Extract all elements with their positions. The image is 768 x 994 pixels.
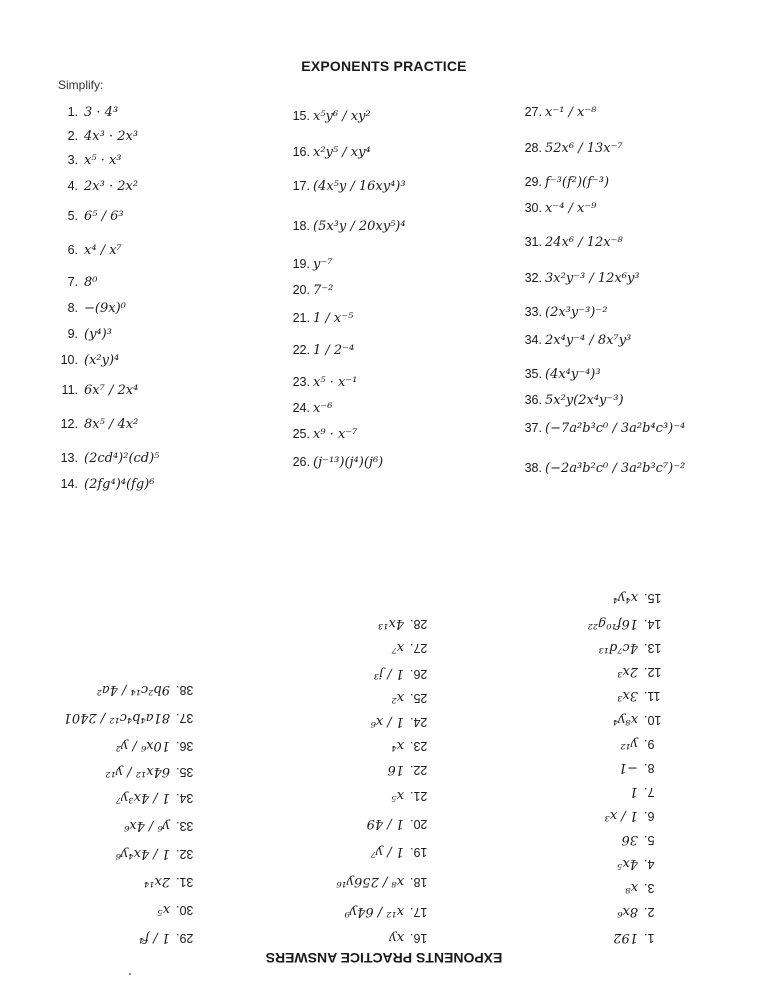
problem-item	[56, 382, 138, 399]
problem-expression: f⁻³(f²)(f⁻³)	[545, 175, 610, 190]
problem-number: 24.	[292, 401, 310, 415]
problem-expression: (4x⁴y⁻⁴)³	[545, 367, 601, 382]
problem-number: 30.	[176, 903, 194, 917]
problem-number: 18.	[292, 219, 310, 233]
problem-number: 5.	[644, 833, 655, 847]
problem-number: 23.	[410, 739, 428, 753]
problem-item	[621, 831, 666, 848]
problem-item	[371, 843, 432, 860]
problem-number: 14.	[644, 617, 662, 631]
problem-number: 35.	[524, 367, 542, 381]
problem-item	[605, 807, 666, 824]
problem-expression: 3x³	[617, 688, 638, 703]
problem-expression: x⁵	[391, 788, 404, 803]
problem-item	[520, 392, 624, 409]
problem-item	[387, 761, 432, 778]
problem-expression: 3x²y⁻³ / 12x⁶y³	[545, 271, 640, 286]
problem-number: 26.	[410, 667, 428, 681]
problem-item	[617, 663, 666, 680]
problem-number: 4.	[67, 179, 78, 193]
problem-number: 21.	[292, 311, 310, 325]
problem-expression: x⁻¹ / x⁻⁸	[545, 105, 597, 120]
problem-number: 26.	[292, 455, 310, 469]
problem-item	[97, 681, 198, 698]
problem-item	[116, 845, 198, 862]
problem-number: 7.	[67, 275, 78, 289]
problem-expression: 10x⁶ / y²	[115, 738, 170, 753]
problem-item	[288, 178, 406, 195]
problem-number: 9.	[644, 737, 655, 751]
problem-number: 11.	[644, 689, 661, 703]
instruction-label: Simplify:	[58, 78, 104, 92]
problem-item	[598, 639, 666, 656]
problem-number: 6.	[644, 809, 655, 823]
problem-item	[56, 274, 97, 291]
problem-number: 38.	[524, 461, 542, 475]
problem-item	[139, 929, 198, 946]
problem-item	[613, 711, 666, 728]
problem-item	[617, 903, 666, 920]
problem-number: 11.	[61, 383, 78, 397]
problem-expression: x⁴	[391, 738, 404, 753]
problem-item	[288, 256, 332, 273]
problem-number: 12.	[644, 665, 662, 679]
problem-item	[378, 615, 432, 632]
problem-number: 7.	[644, 785, 655, 799]
problem-item	[288, 282, 333, 299]
problem-item	[56, 152, 121, 169]
problem-number: 21.	[410, 789, 428, 803]
problem-expression: (x²y)⁴	[84, 353, 120, 368]
problem-expression: 2x⁴y⁻⁴ / 8x⁷y³	[545, 333, 632, 348]
problem-number: 34.	[524, 333, 542, 347]
problem-number: 31.	[176, 875, 194, 889]
problem-expression: x⁸ / 256y¹⁶	[336, 874, 404, 889]
problem-expression: 6x⁷ / 2x⁴	[84, 383, 139, 398]
problem-item	[288, 400, 332, 417]
problem-number: 32.	[176, 847, 194, 861]
problem-expression: (−2a³b²c⁰ / 3a²b³c⁷)⁻²	[545, 461, 686, 476]
problem-item	[617, 687, 666, 704]
problem-item	[367, 815, 432, 832]
problem-expression: 52x⁶ / 13x⁻⁷	[545, 141, 623, 156]
problem-expression: 1 / x⁶	[370, 714, 404, 729]
problem-item	[56, 476, 154, 493]
problem-item	[288, 342, 354, 359]
problem-number: 24.	[410, 715, 428, 729]
problem-number: 12.	[60, 417, 78, 431]
problem-item	[617, 855, 666, 872]
problem-expression: 4x¹³	[377, 616, 404, 631]
problem-item	[520, 174, 609, 191]
problem-number: 1.	[67, 105, 78, 119]
problem-item	[520, 332, 631, 349]
problem-expression: 1 / y⁷	[370, 844, 404, 859]
problem-item	[587, 615, 666, 632]
problem-number: 37.	[524, 421, 542, 435]
problem-item	[288, 310, 353, 327]
problem-expression: 16	[387, 762, 404, 777]
problem-expression: y¹²	[620, 736, 638, 751]
problem-expression: 4c⁷d¹³	[598, 640, 638, 655]
problem-item	[288, 144, 371, 161]
problem-item	[613, 929, 666, 946]
problem-item	[288, 218, 406, 235]
problem-number: 2.	[67, 129, 78, 143]
problem-item	[336, 873, 432, 890]
problem-number: 16.	[410, 931, 428, 945]
problem-item	[391, 639, 432, 656]
problem-expression: 64x¹² / y¹²	[105, 764, 170, 779]
problem-number: 9.	[67, 327, 78, 341]
problem-expression: 16f¹⁰g²²	[587, 616, 638, 631]
problem-expression: xy	[389, 930, 404, 945]
problem-expression: 4x⁵	[617, 856, 638, 871]
problem-item	[389, 929, 432, 946]
problem-item	[625, 879, 666, 896]
problem-item	[56, 242, 122, 259]
problem-expression: 8⁰	[84, 275, 98, 290]
problem-number: 13.	[644, 641, 662, 655]
problem-expression: 4x³ · 2x³	[84, 129, 139, 144]
problem-number: 38.	[176, 683, 194, 697]
problem-expression: (2x³y⁻³)⁻²	[545, 305, 608, 320]
problem-expression: (2fg⁴)⁴(fg)⁶	[84, 477, 155, 492]
problem-expression: x⁴ / x⁷	[84, 243, 122, 258]
problem-item	[56, 128, 138, 145]
problem-item	[613, 589, 666, 606]
problem-expression: −1	[618, 760, 638, 775]
problem-number: 34.	[176, 791, 194, 805]
problem-item	[520, 234, 623, 251]
problem-expression: (4x⁵y / 16xy⁴)³	[313, 179, 406, 194]
problem-number: 35.	[176, 765, 194, 779]
problem-expression: x⁷	[391, 640, 404, 655]
problem-item	[288, 108, 371, 125]
problem-number: 22.	[292, 343, 310, 357]
problem-item	[520, 200, 596, 217]
problem-number: 3.	[67, 153, 78, 167]
problem-expression: 7⁻²	[313, 283, 334, 298]
problem-expression: 1 / 4x³y⁷	[115, 790, 170, 805]
problem-expression: 1 / 4x⁴y⁶	[115, 846, 170, 861]
problem-item	[288, 374, 357, 391]
problem-expression: 8x⁵ / 4x²	[84, 417, 139, 432]
problem-number: 20.	[410, 817, 428, 831]
problem-item	[520, 420, 685, 437]
problem-expression: 1 / x⁻⁵	[313, 311, 354, 326]
problem-item	[56, 104, 118, 121]
problem-expression: 1 / j³	[373, 666, 404, 681]
problem-number: 23.	[292, 375, 310, 389]
problem-number: 30.	[524, 201, 542, 215]
problem-number: 27.	[410, 641, 428, 655]
problem-item	[56, 326, 112, 343]
problem-expression: x⁹ · x⁻⁷	[313, 427, 358, 442]
problem-item	[520, 366, 601, 383]
problem-expression: 1 / 49	[366, 816, 404, 831]
problem-expression: x⁸y⁴	[612, 712, 638, 727]
problem-item	[391, 787, 432, 804]
problem-number: 36.	[524, 393, 542, 407]
problem-number: 14.	[60, 477, 78, 491]
problem-number: 22.	[410, 763, 428, 777]
problem-number: 19.	[292, 257, 310, 271]
problem-expression: 2x¹⁴	[143, 874, 170, 889]
problem-number: 27.	[524, 105, 542, 119]
problem-number: 19.	[410, 845, 428, 859]
problem-item	[116, 789, 198, 806]
problem-expression: x⁵y⁶ / xy²	[313, 109, 371, 124]
problem-number: 2.	[644, 905, 655, 919]
problem-item	[520, 270, 640, 287]
problem-expression: −(9x)⁰	[84, 301, 126, 316]
problem-number: 17.	[292, 179, 310, 193]
problem-number: 29.	[524, 175, 542, 189]
problem-expression: 9b²c¹⁴ / 4a²	[96, 682, 170, 697]
problem-number: 36.	[176, 739, 194, 753]
problem-expression: 6⁵ / 6³	[84, 209, 124, 224]
problem-expression: x⁵ · x⁻¹	[313, 375, 358, 390]
problem-number: 25.	[410, 691, 428, 705]
problem-number: 28.	[524, 141, 542, 155]
problem-number: 33.	[176, 819, 194, 833]
problem-expression: 24x⁶ / 12x⁻⁸	[545, 235, 623, 250]
problem-item	[619, 759, 666, 776]
problem-expression: x²	[391, 690, 404, 705]
problem-item	[374, 665, 432, 682]
problem-number: 18.	[410, 875, 428, 889]
problem-item	[64, 709, 198, 726]
problem-item	[56, 416, 138, 433]
problem-expression: 81a⁴b⁴c¹² / 2401	[63, 710, 170, 725]
problem-number: 3.	[644, 881, 655, 895]
problem-item	[116, 737, 198, 754]
problem-item	[124, 817, 198, 834]
problem-number: 29.	[176, 931, 194, 945]
problem-expression: 5x²y(2x⁴y⁻³)	[545, 393, 624, 408]
problem-expression: 3 · 4³	[84, 105, 119, 120]
problem-number: 10.	[60, 353, 78, 367]
problem-expression: x⁻⁶	[313, 401, 333, 416]
problem-item	[520, 104, 596, 121]
problem-expression: x⁵ · x³	[84, 153, 122, 168]
problem-number: 13.	[60, 451, 78, 465]
problem-expression: (j⁻¹³)(j⁴)(j⁶)	[313, 455, 384, 470]
problem-item	[56, 178, 138, 195]
problem-number: 5.	[67, 209, 78, 223]
problem-item	[56, 300, 126, 317]
problem-number: 31.	[524, 235, 542, 249]
problem-item	[288, 454, 383, 471]
problem-item	[520, 304, 607, 321]
problem-item	[56, 352, 119, 369]
problem-item	[345, 903, 433, 920]
problem-item	[56, 450, 159, 467]
problem-item	[630, 783, 666, 800]
problem-item	[288, 426, 357, 443]
problem-number: 8.	[67, 301, 78, 315]
problem-expression: 8x⁶	[617, 904, 638, 919]
problem-item	[520, 460, 685, 477]
problem-number: 33.	[524, 305, 542, 319]
problem-expression: (5x³y / 20xy⁵)⁴	[313, 219, 406, 234]
problem-number: 1.	[644, 931, 655, 945]
problem-expression: x⁵	[157, 902, 170, 917]
problem-item	[620, 735, 666, 752]
problem-number: 15.	[292, 109, 310, 123]
problem-number: 28.	[410, 617, 428, 631]
problem-expression: y⁶ / 4x⁶	[123, 818, 170, 833]
problem-expression: 1	[629, 784, 638, 799]
scan-speck	[129, 973, 131, 975]
problem-number: 17.	[410, 905, 428, 919]
problem-item	[371, 713, 432, 730]
problem-item	[157, 901, 198, 918]
problem-number: 20.	[292, 283, 310, 297]
problem-number: 32.	[524, 271, 542, 285]
problem-expression: (−7a²b³c⁰ / 3a²b⁴c³)⁻⁴	[545, 421, 686, 436]
problem-expression: x²y⁵ / xy⁴	[313, 145, 371, 160]
worksheet-title: EXPONENTS PRACTICE	[301, 58, 467, 74]
problem-item	[144, 873, 198, 890]
problem-number: 15.	[644, 591, 662, 605]
problem-expression: (2cd⁴)²(cd)⁵	[84, 451, 160, 466]
problem-number: 8.	[644, 761, 655, 775]
problem-number: 6.	[67, 243, 78, 257]
problem-number: 10.	[644, 713, 662, 727]
problem-expression: 1 / x³	[604, 808, 638, 823]
answers-section-upside-down	[0, 548, 768, 966]
problem-expression: 192	[613, 930, 638, 945]
answers-title: EXPONENTS PRACTICE ANSWERS	[265, 950, 503, 966]
problem-number: 25.	[292, 427, 310, 441]
problem-item	[56, 208, 124, 225]
problem-expression: 2x³ · 2x²	[84, 179, 139, 194]
problem-number: 37.	[176, 711, 194, 725]
problem-expression: x¹² / 64y⁹	[344, 904, 404, 919]
problem-expression: x⁸	[625, 880, 638, 895]
problem-expression: y⁻⁷	[313, 257, 333, 272]
problem-expression: 2x³	[617, 664, 638, 679]
problem-item	[520, 140, 623, 157]
problem-number: 4.	[644, 857, 655, 871]
problem-number: 16.	[292, 145, 310, 159]
problem-expression: x⁻⁴ / x⁻⁹	[545, 201, 597, 216]
problem-item	[391, 737, 432, 754]
problem-expression: 36	[621, 832, 638, 847]
problem-expression: (y⁴)³	[84, 327, 112, 342]
problem-expression: 1 / f⁴	[139, 930, 170, 945]
problem-item	[391, 689, 432, 706]
problem-item	[105, 763, 198, 780]
problem-expression: x⁴y⁴	[612, 590, 638, 605]
problem-expression: 1 / 2⁻⁴	[313, 343, 355, 358]
